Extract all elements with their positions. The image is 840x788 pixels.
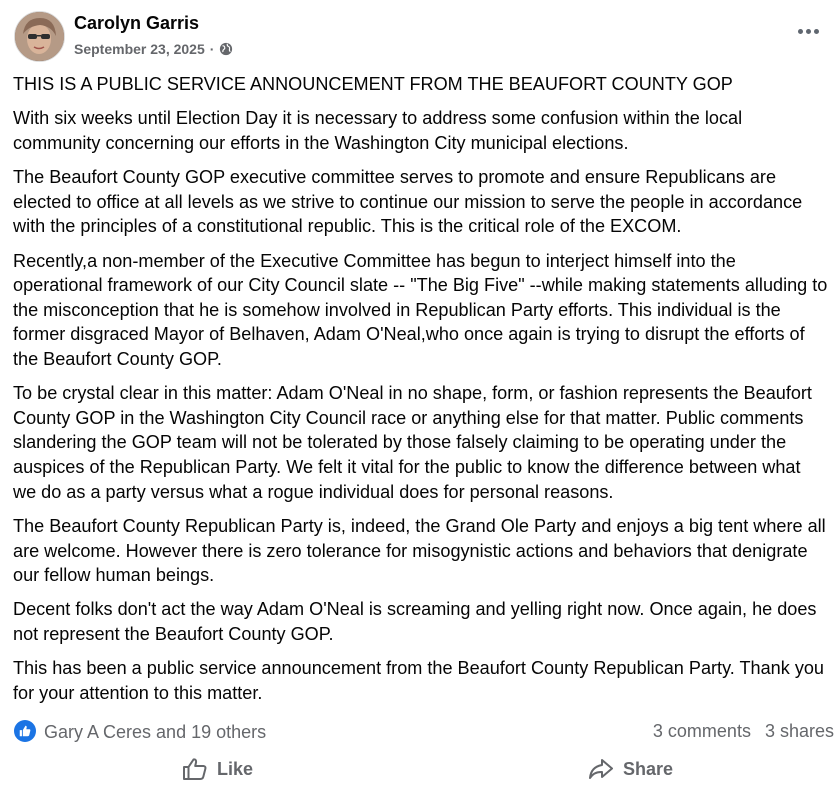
post-paragraph: With six weeks until Election Day it is necessary to address some confusion within the local community concerning our efforts in the Washington City municipal elections. — [13, 108, 743, 153]
share-arrow-icon — [588, 757, 614, 781]
post-paragraph: This has been a public service announcement from the Beaufort County Republican Party. Thank you for your attention to this matter. — [13, 658, 824, 703]
post-paragraph: THIS IS A PUBLIC SERVICE ANNOUNCEMENT FROM THE BEAUFORT COUNTY GOP — [13, 74, 733, 94]
shares-count[interactable]: 3 shares — [764, 721, 834, 741]
author-avatar[interactable] — [14, 11, 65, 62]
share-button[interactable] — [588, 754, 673, 784]
post-stats — [14, 719, 834, 745]
avatar-image — [15, 12, 64, 61]
post-actions — [0, 750, 840, 788]
more-options-icon[interactable] — [798, 25, 820, 37]
author-name[interactable]: Carolyn Garris — [74, 13, 200, 33]
post-paragraph: The Beaufort County GOP executive committee serves to promote and ensure Republicans are elected to office at all levels as we strive to continue our mission to serve the people in accordance with the principles of a constitutional republic. This is the critical role of the EXCOM. — [13, 167, 803, 237]
post-paragraph: Decent folks don't act the way Adam O'Neal is screaming and yelling right now. Once again, he does not represent the Beaufort County GOP. — [13, 599, 817, 644]
comments-count[interactable]: 3 comments — [652, 721, 751, 741]
meta-separator: · — [209, 41, 215, 57]
reactors-link[interactable]: Gary A Ceres and 19 others — [44, 722, 267, 742]
more-dot — [814, 29, 819, 34]
thumbs-up-icon — [18, 724, 32, 738]
post-meta — [74, 41, 233, 57]
thumbs-up-outline-icon — [182, 757, 208, 781]
globe-icon[interactable] — [219, 42, 233, 56]
like-label: Like — [217, 758, 254, 779]
post-paragraph: The Beaufort County Republican Party is, indeed, the Grand Ole Party and enjoys a big tent where all are welcome. However there is zero tolerance for misogynistic actions and behaviors that denigrate our fellow human beings. — [13, 515, 826, 586]
post-body — [13, 72, 828, 715]
like-reaction-icon[interactable] — [14, 720, 36, 742]
post-paragraph: Recently,a non-member of the Executive Committee has begun to interject himself into the operational framework of our City Council slate -- "The Big Five" --while making statements alluding to the misconception that he is somehow involved in Republican Party efforts. This individual is the former disgraced Mayor of Belhaven, Adam O'Neal,who once again is trying to disrupt the efforts of the Beaufort County GOP. — [13, 250, 828, 369]
post-paragraph: To be crystal clear in this matter: Adam O'Neal in no shape, form, or fashion represents the Beaufort County GOP in the Washington City Council race or anything else for that matter. Public comments slandering the GOP team will not be tolerated by those falsely claiming to be operating under the auspices of the Republican Party. We felt it vital for the public to know the difference between what we do as a party versus what a rogue individual does for personal reasons. — [13, 383, 812, 502]
more-dot — [806, 29, 811, 34]
post-header — [14, 11, 826, 61]
share-label: Share — [623, 758, 674, 779]
post-date[interactable]: September 23, 2025 — [74, 41, 205, 57]
engagement-counts — [653, 721, 834, 742]
more-dot — [798, 29, 803, 34]
like-button[interactable] — [182, 754, 253, 784]
